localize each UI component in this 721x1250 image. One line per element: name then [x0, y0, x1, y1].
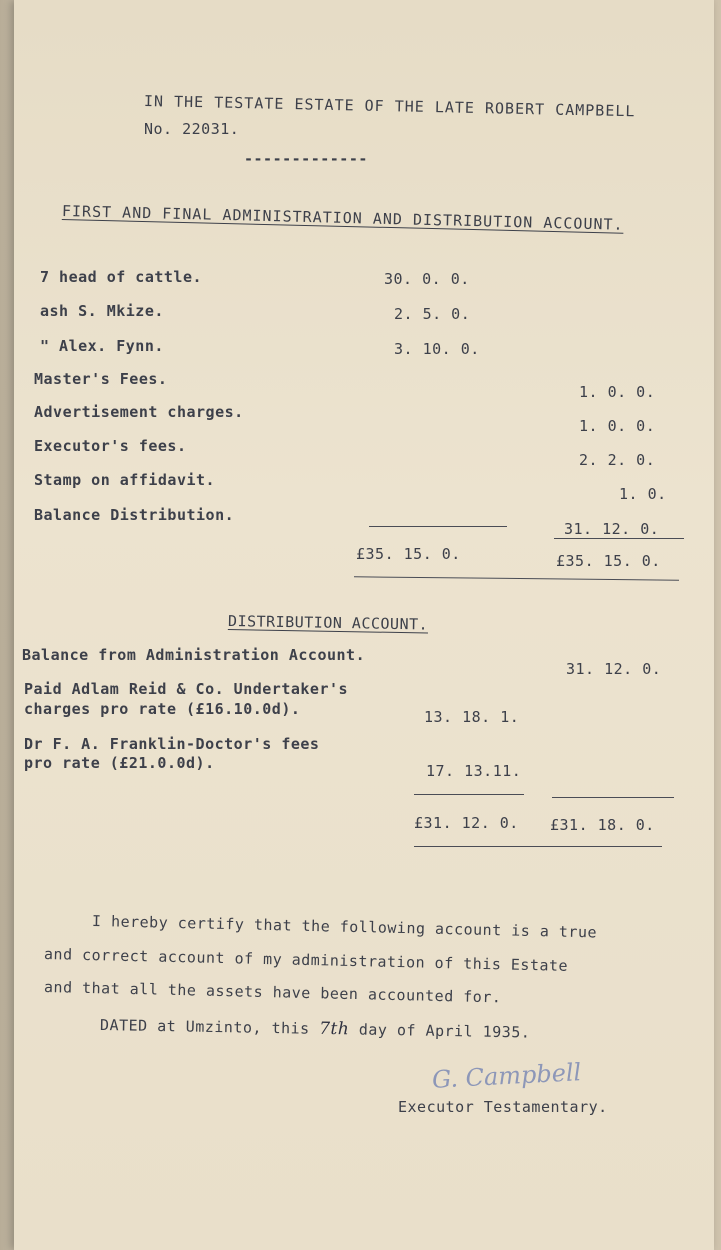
- executor-signature: G. Campbell: [431, 1058, 582, 1094]
- dated-suffix: day of April 1935.: [358, 1020, 531, 1042]
- executor-title: Executor Testamentary.: [398, 1098, 608, 1116]
- dist-total-left: £31. 12. 0.: [414, 814, 519, 832]
- heading-separator: -------------: [244, 150, 368, 168]
- doctor-line1: Dr F. A. Franklin-Doctor's fees: [24, 735, 320, 753]
- row-label: Balance Distribution.: [34, 506, 235, 524]
- row-label: ash S. Mkize.: [40, 302, 164, 320]
- row-credit: 2. 2. 0.: [579, 451, 656, 469]
- estate-heading: IN THE TESTATE ESTATE OF THE LATE ROBERT CAMPBELL: [143, 92, 636, 121]
- admin-account-title: FIRST AND FINAL ADMINISTRATION AND DISTRIBUTION ACCOUNT.: [61, 202, 624, 234]
- dated-line: [100, 1015, 531, 1043]
- row-credit: 31. 12. 0.: [564, 520, 660, 538]
- admin-total-credit: £35. 15. 0.: [556, 552, 661, 570]
- row-debit: 2. 5. 0.: [394, 305, 471, 323]
- estate-number: No. 22031.: [144, 120, 240, 138]
- balance-value: 31. 12. 0.: [566, 660, 662, 678]
- row-label: 7 head of cattle.: [40, 268, 203, 286]
- document-page: [14, 0, 714, 1250]
- cert-line1: I hereby certify that the following account is a true: [91, 912, 598, 942]
- subtotal-rule-left: [369, 526, 507, 527]
- row-label: Executor's fees.: [34, 437, 187, 455]
- doctor-line2: pro rate (£21.0.0d).: [24, 754, 215, 772]
- undertaker-line2: charges pro rate (£16.10.0d).: [24, 700, 301, 718]
- dist-rule-right: [552, 797, 674, 798]
- row-label: Advertisement charges.: [34, 403, 244, 421]
- undertaker-line1: Paid Adlam Reid & Co. Undertaker's: [24, 680, 349, 698]
- distribution-account-title: DISTRIBUTION ACCOUNT.: [227, 612, 429, 634]
- row-credit: 1. 0.: [619, 485, 667, 503]
- admin-total-debit: £35. 15. 0.: [356, 545, 461, 563]
- row-label: " Alex. Fynn.: [40, 337, 164, 355]
- row-credit: 1. 0. 0.: [579, 383, 656, 401]
- dist-rule-left: [414, 794, 524, 795]
- row-label: Stamp on affidavit.: [34, 471, 216, 489]
- dated-prefix: DATED at Umzinto, this: [99, 1016, 310, 1038]
- cert-line3: and that all the assets have been accounted for.: [43, 978, 502, 1007]
- undertaker-value: 13. 18. 1.: [424, 708, 520, 726]
- balance-label: Balance from Administration Account.: [22, 646, 366, 664]
- row-credit: 1. 0. 0.: [579, 417, 656, 435]
- dated-day: 7th: [319, 1018, 350, 1040]
- subtotal-rule-right: [554, 538, 684, 539]
- row-debit: 3. 10. 0.: [394, 340, 480, 358]
- dist-total-rule: [414, 846, 662, 847]
- row-label: Master's Fees.: [34, 370, 168, 388]
- doctor-value: 17. 13.11.: [426, 762, 522, 780]
- row-debit: 30. 0. 0.: [384, 270, 470, 288]
- total-rule: [354, 576, 679, 580]
- dist-total-right: £31. 18. 0.: [550, 816, 655, 834]
- cert-line2: and correct account of my administration of this Estate: [43, 945, 569, 975]
